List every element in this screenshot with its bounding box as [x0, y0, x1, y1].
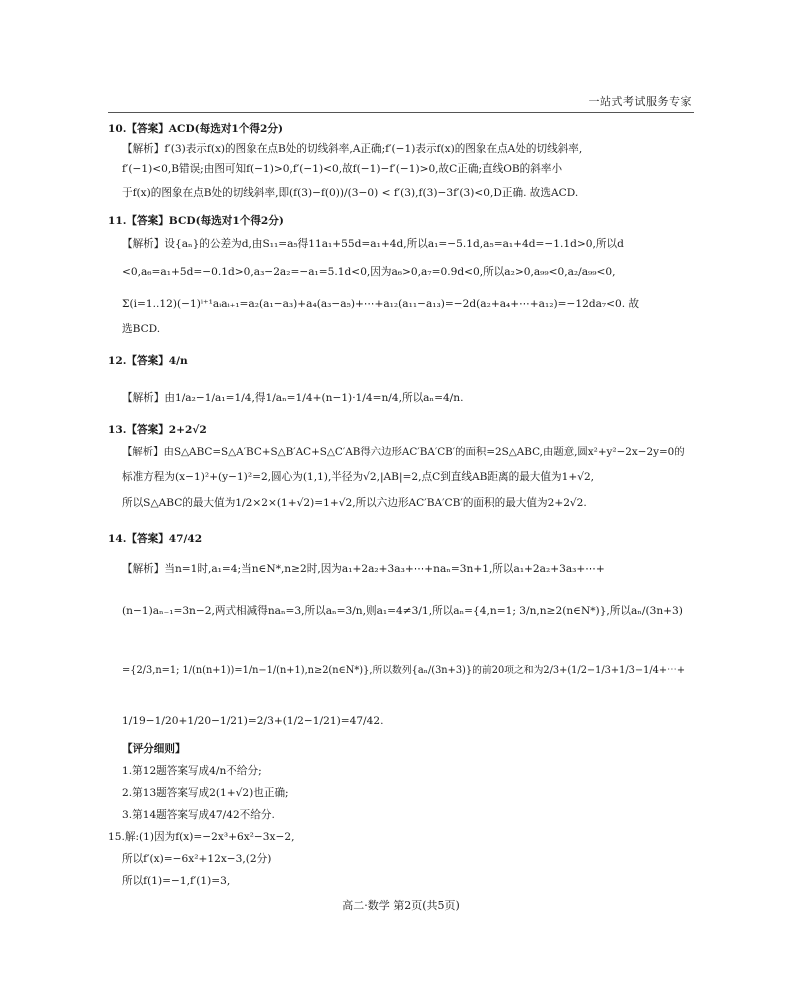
q13-explanation-line-1: 【解析】由S△ABC=S△A′BC+S△B′AC+S△C′AB得六边形AC′BA′CB′的面积=2S△ABC,由题意,圆x²+y²−2x−2y=0的: [122, 446, 685, 458]
q15-solution-line-2: 所以f′(x)=−6x²+12x−3,(2分): [122, 853, 272, 865]
q15-solution-line-3: 所以f(1)=−1,f′(1)=3,: [122, 875, 231, 887]
header-slogan: 一站式考试服务专家: [588, 95, 692, 108]
q11-explanation-line-4: 选BCD.: [122, 323, 161, 335]
q10-explanation-line-1: 【解析】f′(3)表示f(x)的图象在点B处的切线斜率,A正确;f′(−1)表示f(x)的图象在点A处的切线斜率,: [122, 143, 583, 155]
q13-answer: 13.【答案】2+2√2: [108, 424, 207, 436]
q14-answer: 14.【答案】47/42: [108, 533, 203, 545]
q13-explanation-line-3: 所以S△ABC的最大值为1/2×2×(1+√2)=1+√2,所以六边形AC′BA′CB′的面积的最大值为2+2√2.: [122, 497, 587, 509]
q11-explanation-line-2: <0,a₆=a₁+5d=−0.1d>0,a₃−2a₂=−a₁=5.1d<0,因为a₆>0,a₇=0.9d<0,所以a₂>0,a₉₉<0,a₂/a₉₉<0,: [122, 266, 616, 278]
q11-explanation-line-3: Σ(i=1..12)(−1)ⁱ⁺¹aᵢaᵢ₊₁=a₂(a₁−a₃)+a₄(a₃−a₅)+⋯+a₁₂(a₁₁−a₁₃)=−2d(a₂+a₄+⋯+a₁₂)=−12da₇<0. 故: [122, 298, 640, 310]
scoring-rule-2: 2.第13题答案写成2(1+√2)也正确;: [122, 787, 289, 799]
q13-explanation-line-2: 标准方程为(x−1)²+(y−1)²=2,圆心为(1,1),半径为√2,|AB|=2,点C到直线AB距离的最大值为1+√2,: [122, 471, 595, 483]
scoring-rule-3: 3.第14题答案写成47/42不给分.: [122, 809, 275, 821]
q12-explanation: 【解析】由1/a₂−1/a₁=1/4,得1/aₙ=1/4+(n−1)·1/4=n/4,所以aₙ=4/n.: [122, 392, 464, 404]
q11-explanation-line-1: 【解析】设{aₙ}的公差为d,由S₁₁=a₅得11a₁+55d=a₁+4d,所以a₁=−5.1d,a₅=a₁+4d=−1.1d>0,所以d: [122, 238, 624, 250]
q10-explanation-line-3: 于f(x)的图象在点B处的切线斜率,即(f(3)−f(0))/(3−0) < f′(3),f(3)−3f′(3)<0,D正确. 故选ACD.: [122, 187, 579, 199]
q14-explanation-line-3: ={2/3,n=1; 1/(n(n+1))=1/n−1/(n+1),n≥2(n∈N*)},所以数列{aₙ/(3n+3)}的前20项之和为2/3+(1/2−1/3+1/3−1/4+⋯+: [122, 665, 686, 676]
q12-answer: 12.【答案】4/n: [108, 355, 188, 367]
document-page: [108, 92, 694, 992]
q14-explanation-line-1: 【解析】当n=1时,a₁=4;当n∈N*,n≥2时,因为a₁+2a₂+3a₃+⋯+naₙ=3n+1,所以a₁+2a₂+3a₃+⋯+: [122, 563, 605, 575]
q10-explanation-line-2: f′(−1)<0,B错误;由图可知f(−1)>0,f′(−1)<0,故f(−1)−f′(−1)>0,故C正确;直线OB的斜率小: [122, 163, 563, 175]
q14-explanation-line-2: (n−1)aₙ₋₁=3n−2,两式相减得naₙ=3,所以aₙ=3/n,则a₁=4≠3/1,所以aₙ={4,n=1; 3/n,n≥2(n∈N*)},所以aₙ/(3n+3): [122, 605, 683, 617]
q11-answer: 11.【答案】BCD(每选对1个得2分): [108, 215, 284, 227]
q10-answer: 10.【答案】ACD(每选对1个得2分): [108, 123, 283, 135]
q15-solution-line-1: 15.解:(1)因为f(x)=−2x³+6x²−3x−2,: [108, 831, 295, 843]
page-footer: 高二·数学 第2页(共5页): [342, 899, 460, 912]
q14-explanation-line-4: 1/19−1/20+1/20−1/21)=2/3+(1/2−1/21)=47/42.: [122, 715, 384, 727]
scoring-rule-1: 1.第12题答案写成4/n不给分;: [122, 765, 262, 777]
scoring-rules-title: 【评分细则】: [122, 743, 186, 755]
page-header: [108, 92, 694, 113]
